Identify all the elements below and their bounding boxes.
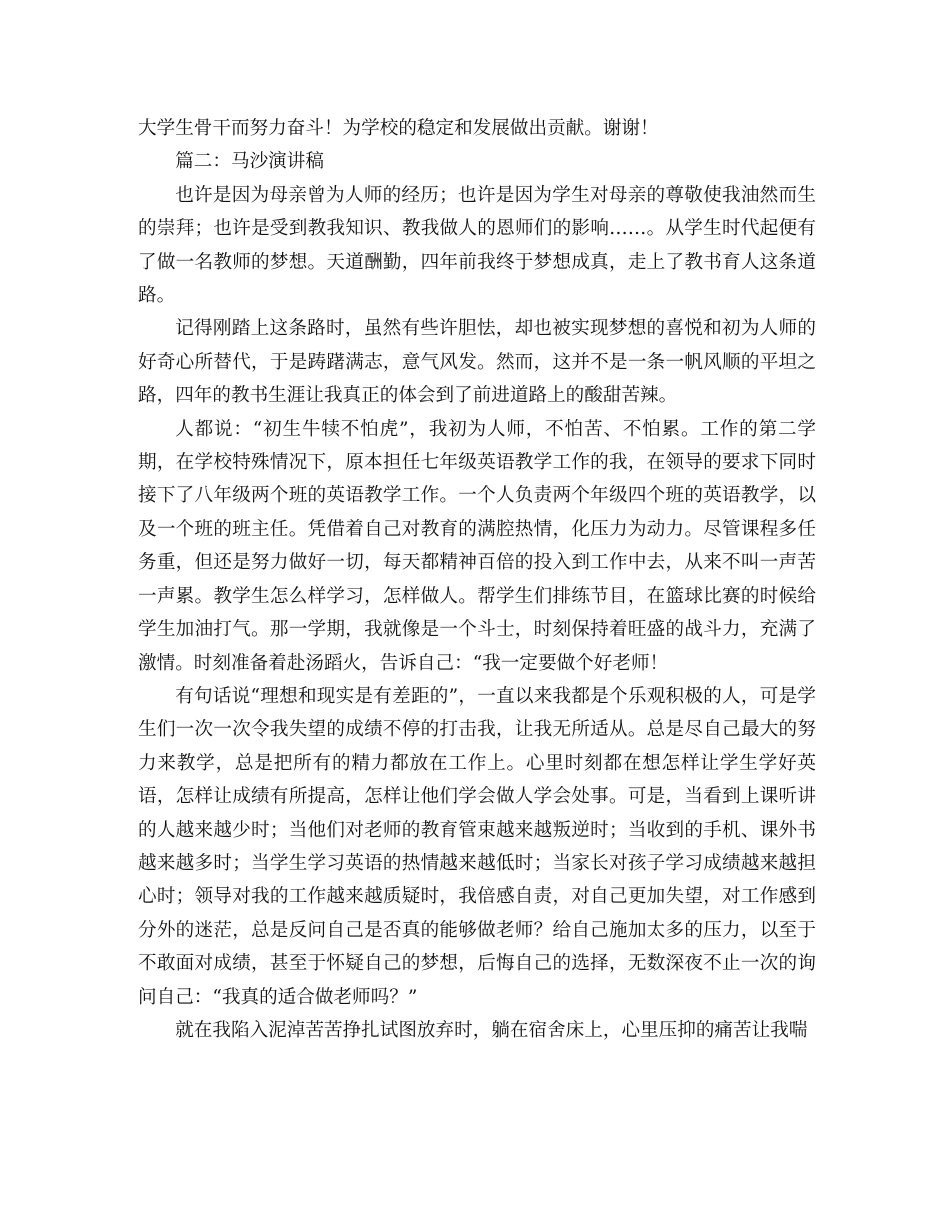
paragraph-continuation: 大学生骨干而努力奋斗！为学校的稳定和发展做出贡献。谢谢！ <box>138 118 659 139</box>
paragraph: 有句话说“理想和现实是有差距的”，一直以来我都是个乐观积极的人，可是学生们一次一次令我失望的成绩不停的打击我，让我无所适从。总是尽自己最大的努力来教学，总是把所有的精力都放在工作上。心里时刻都在想怎样让学生学好英语，怎样让成绩有所提高，怎样让他们学会做人学会处事。可是，当看到上课听讲的人越来越少时；当他们对老师的教育管束越来越叛逆时；当收到的手机、课外书越来越多时；当学生学习英语的热情越来越低时；当家长对孩子学习成绩越来越担心时；领导对我的工作越来越质疑时，我倍感自责，对自己更加失望，对工作感到分外的迷茫，总是反问自己是否真的能够做老师？给自己施加太多的压力，以至于不敢面对成绩，甚至于怀疑自己的梦想，后悔自己的选择，无数深夜不止一次的询问自己：“我真的适合做老师吗？” <box>138 685 816 1008</box>
paragraph: 记得刚踏上这条路时，虽然有些许胆怯，却也被实现梦想的喜悦和初为人师的好奇心所替代，于是踌躇满志，意气风发。然而，这并不是一条一帆风顺的平坦之路，四年的教书生涯让我真正的体会到了前进道路上的酸甜苦辣。 <box>138 318 816 407</box>
paragraph: 也许是因为母亲曾为人师的经历；也许是因为学生对母亲的尊敬使我油然而生的崇拜；也许是受到教我知识、教我做人的恩师们的影响……。从学生时代起便有了做一名教师的梦想。天道酬勤，四年前我终于梦想成真，走上了教书育人这条道路。 <box>138 184 816 307</box>
paragraph: 就在我陷入泥淖苦苦挣扎试图放弃时，躺在宿舍床上，心里压抑的痛苦让我喘 <box>175 1019 808 1041</box>
document-page <box>138 112 816 1047</box>
paragraph: 人都说：“初生牛犊不怕虎”，我初为人师，不怕苦、不怕累。工作的第二学期，在学校特殊情况下，原本担任七年级英语教学工作的我，在领导的要求下同时接下了八年级两个班的英语教学工作。一个人负责两个年级四个班的英语教学，以及一个班的班主任。凭借着自己对教育的满腔热情，化压力为动力。尽管课程多任务重，但还是努力做好一切，每天都精神百倍的投入到工作中去，从来不叫一声苦一声累。教学生怎么样学习，怎样做人。帮学生们排练节目，在篮球比赛的时候给学生加油打气。那一学期，我就像是一个斗士，时刻保持着旺盛的战斗力，充满了激情。时刻准备着赴汤蹈火，告诉自己：“我一定要做个好老师！ <box>138 418 816 674</box>
section-heading: 篇二：马沙演讲稿 <box>175 151 324 173</box>
